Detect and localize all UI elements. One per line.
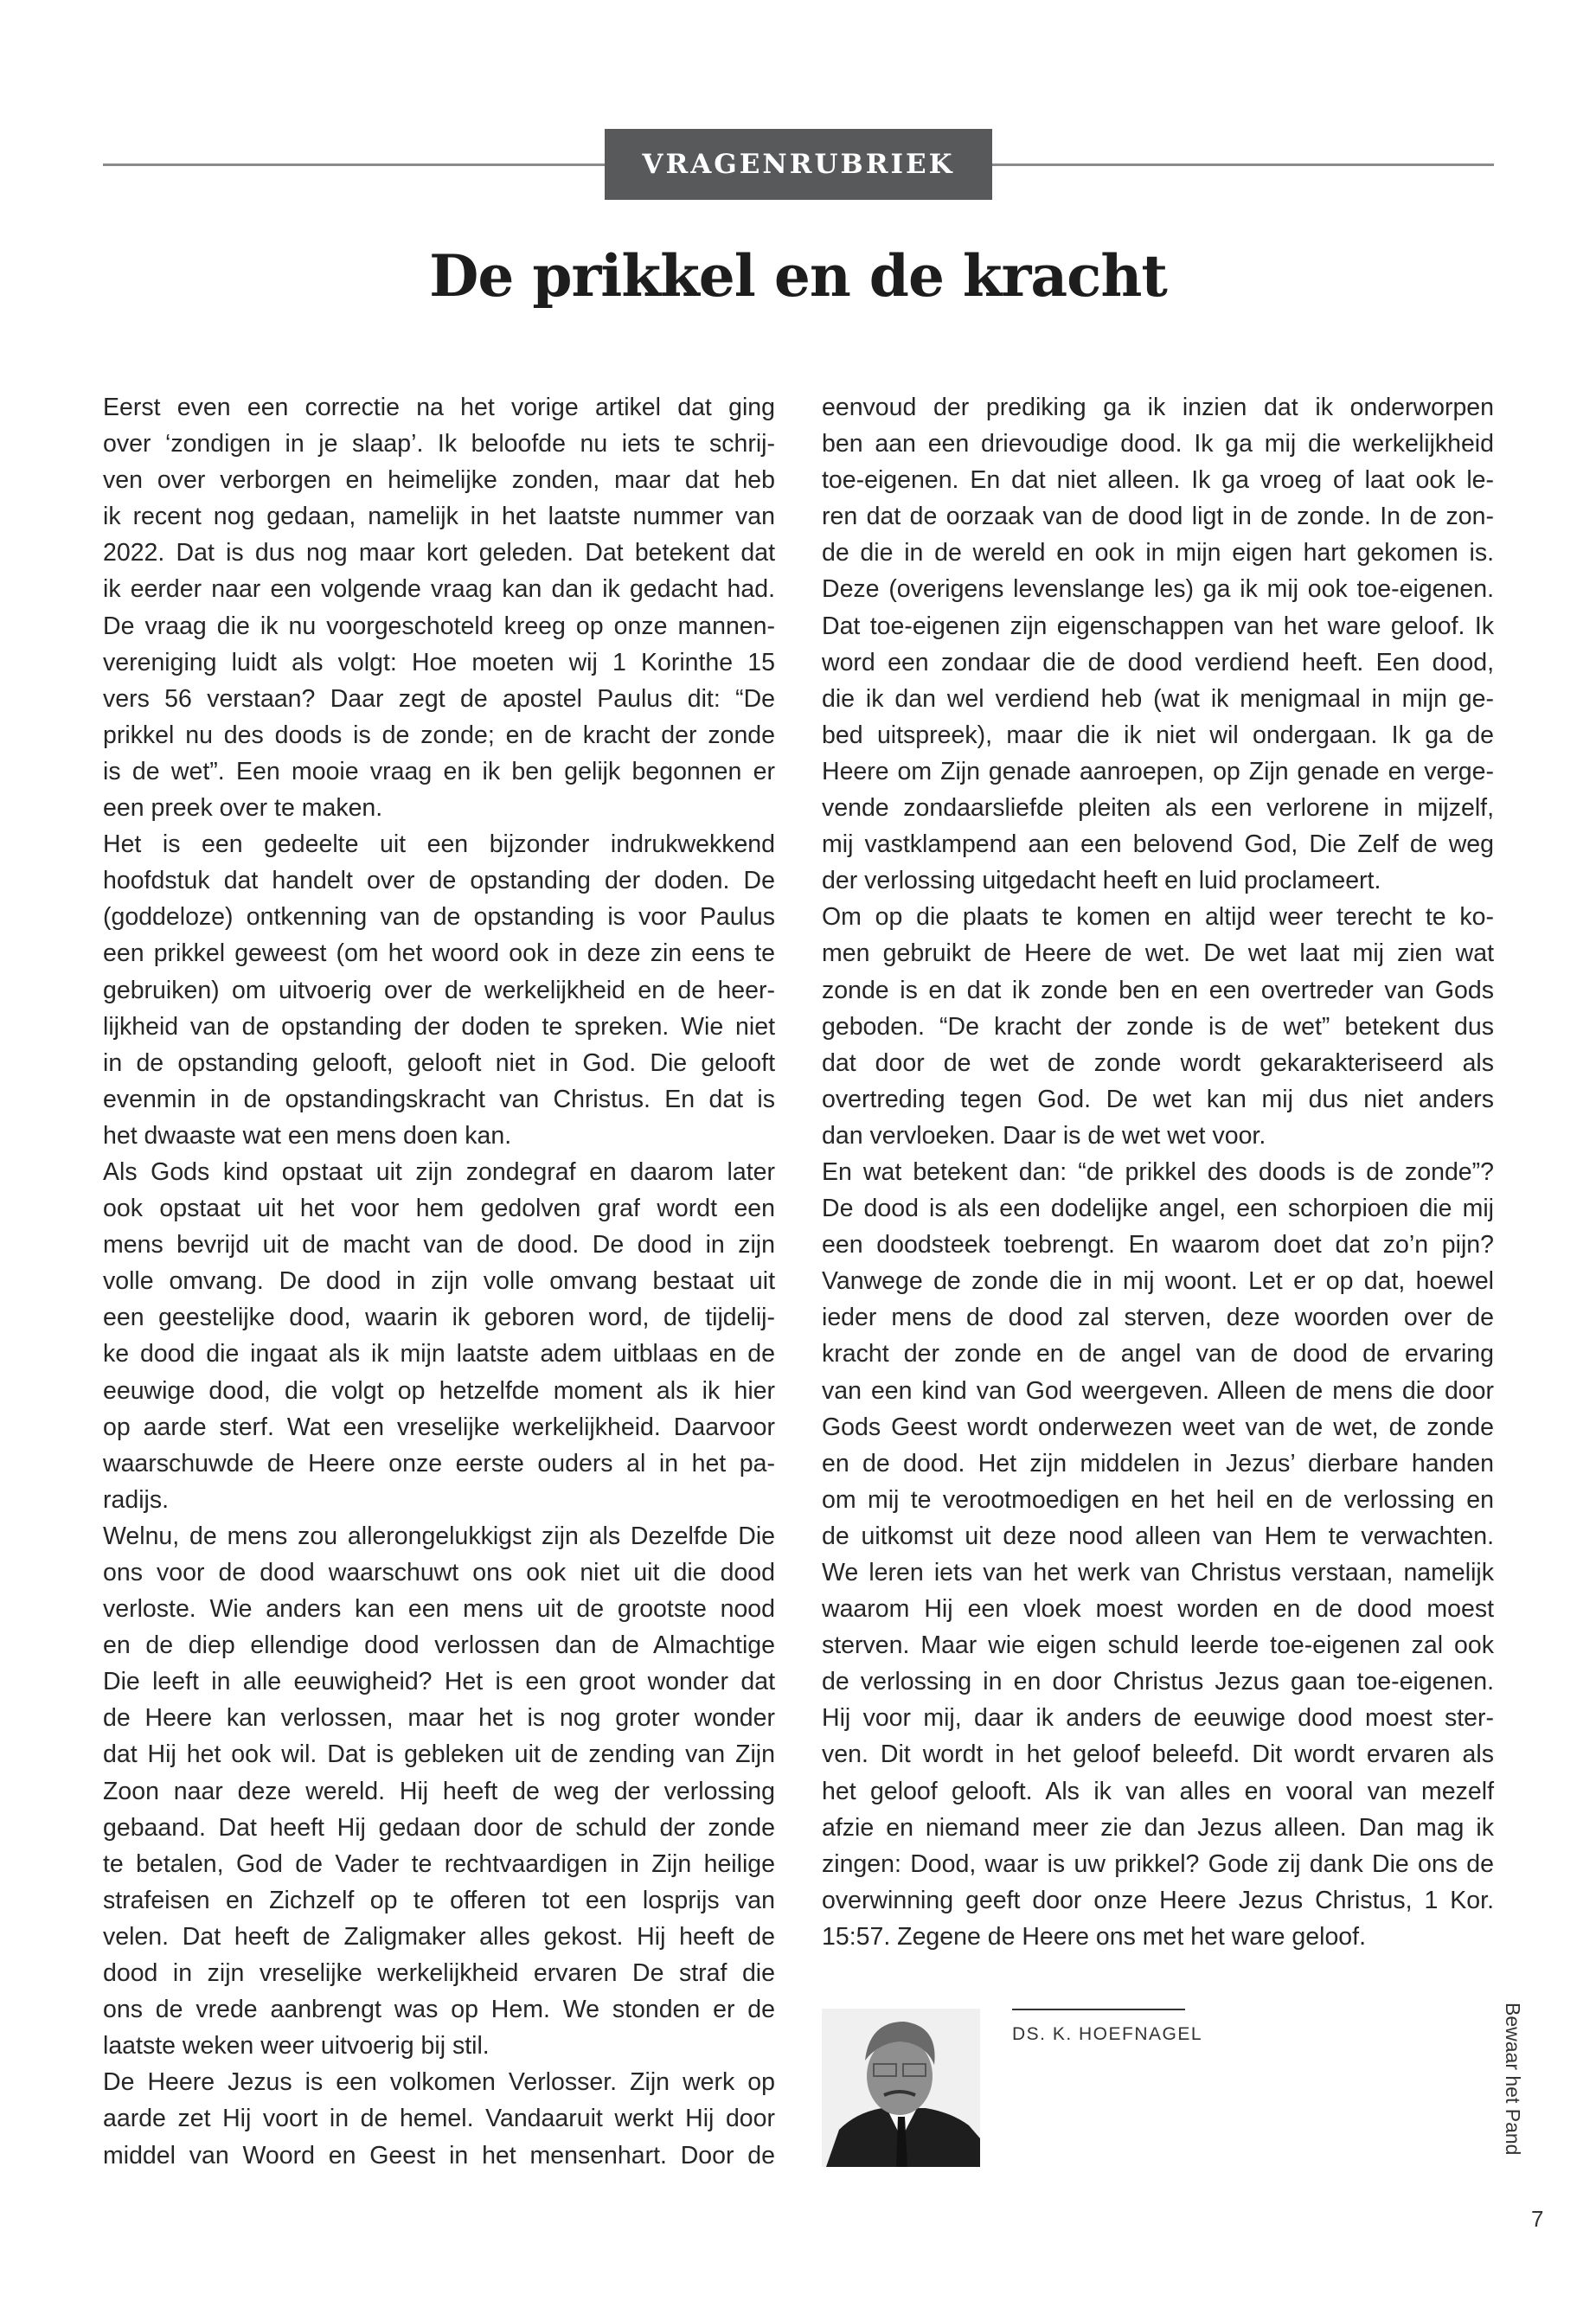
text-line: vende zondaarsliefde pleiten als een verlorene in mijzelf, xyxy=(822,794,1494,823)
text-line: verloste. Wie anders kan een mens uit de grootste nood xyxy=(103,1595,775,1624)
text-line: Het is een gedeelte uit een bijzonder indrukwekkend xyxy=(103,830,775,859)
text-line: zonde is en dat ik zonde ben en een overtreder van Gods xyxy=(822,976,1494,1004)
text-line: evenmin in de opstandingskracht van Christus. En dat is xyxy=(103,1085,775,1113)
text-line: op aarde sterf. Wat een vreselijke werkelijkheid. Daarvoor xyxy=(103,1413,775,1441)
text-line: over ‘zondigen in je slaap’. Ik beloofde nu iets te schrij- xyxy=(103,430,775,458)
text-line: dat Hij het ook wil. Dat is gebleken uit de zending van Zijn xyxy=(103,1740,775,1769)
text-line: ven over verborgen en heimelijke zonden, maar dat heb xyxy=(103,466,775,495)
text-line: ook opstaat uit het voor hem gedolven graf wordt een xyxy=(103,1195,775,1223)
text-line: vereniging luidt als volgt: Hoe moeten wij 1 Korinthe 15 xyxy=(103,648,775,676)
header-rule-right xyxy=(992,163,1494,166)
text-line: en de dood. Het zijn middelen in Jezus’ dierbare handen xyxy=(822,1449,1494,1477)
text-line: waarschuwde de Heere onze eerste ouders al in het pa- xyxy=(103,1449,775,1477)
text-line: de die in de wereld en ook in mijn eigen hart gekomen is. xyxy=(822,539,1494,567)
text-line: Vanwege de zonde die in mij woont. Let er op dat, hoewel xyxy=(822,1267,1494,1296)
text-line: kracht der zonde en de angel van de dood de ervaring xyxy=(822,1340,1494,1368)
text-line: Als Gods kind opstaat uit zijn zondegraf en daarom later xyxy=(103,1157,775,1186)
text-line: prikkel nu des doods is de zonde; en de kracht der zonde xyxy=(103,721,775,749)
author-name: DS. K. HOEFNAGEL xyxy=(1012,2024,1203,2044)
text-line: eenvoud der prediking ga ik inzien dat ik onderworpen xyxy=(822,394,1494,421)
text-line: 2022. Dat is dus nog maar kort geleden. Dat betekent dat xyxy=(103,539,775,567)
text-line: sterven. Maar wie eigen schuld leerde toe-eigenen zal ook xyxy=(822,1631,1494,1660)
text-line: om mij te verootmoedigen en het heil en de verlossing en xyxy=(822,1485,1494,1514)
text-line: de uitkomst uit deze nood alleen van Hem te verwachten. xyxy=(822,1522,1494,1550)
text-line: ieder mens de dood zal sterven, deze woorden over de xyxy=(822,1304,1494,1332)
text-line: te betalen, God de Vader te rechtvaardigen in Zijn heilige xyxy=(103,1849,775,1878)
text-line: Hij voor mij, daar ik anders de eeuwige dood moest ster- xyxy=(822,1704,1494,1733)
publication-name: Bewaar het Pand xyxy=(1502,2003,1524,2156)
text-line: De dood is als een dodelijke angel, een schorpioen die mij xyxy=(822,1195,1494,1223)
text-line: een doodsteek toebrengt. En waarom doet dat zo’n pijn? xyxy=(822,1231,1494,1259)
text-line: een geestelijke dood, waarin ik geboren word, de tijdelij- xyxy=(103,1304,775,1332)
text-line: van een kind van God weergeven. Alleen de mens die door xyxy=(822,1376,1494,1405)
text-line: waarom Hij een vloek moest worden en de dood moest xyxy=(822,1595,1494,1624)
text-line: vers 56 verstaan? Daar zegt de apostel Paulus dit: “De xyxy=(103,684,775,713)
text-line: aarde zet Hij voort in de hemel. Vandaaruit werkt Hij door xyxy=(103,2105,775,2133)
text-line: dood in zijn vreselijke werkelijkheid ervaren De straf die xyxy=(103,1959,775,1988)
text-line: men gebruikt de Heere de wet. De wet laat mij zien wat xyxy=(822,939,1494,968)
text-line: ons voor de dood waarschuwt ons ook niet uit die dood xyxy=(103,1559,775,1586)
article-column-right xyxy=(822,389,1494,1955)
text-line: lijkheid van de opstanding der doden te spreken. Wie niet xyxy=(103,1012,775,1041)
text-line: Om op die plaats te komen en altijd weer terecht te ko- xyxy=(822,903,1494,932)
text-line: word een zondaar die de dood verdiend heeft. Een dood, xyxy=(822,648,1494,676)
text-line: gebaand. Dat heeft Hij gedaan door de schuld der zonde xyxy=(103,1813,775,1842)
text-line: is de wet”. Een mooie vraag en ik ben gelijk begonnen er xyxy=(103,757,775,785)
text-line: in de opstanding gelooft, gelooft niet in God. Die gelooft xyxy=(103,1048,775,1077)
text-line: dan vervloeken. Daar is de wet wet voor. xyxy=(822,1121,1266,1150)
text-line: een preek over te maken. xyxy=(103,794,383,823)
text-line: volle omvang. De dood in zijn volle omvang bestaat uit xyxy=(103,1267,775,1296)
text-line: Gods Geest wordt onderwezen weet van de wet, de zonde xyxy=(822,1413,1494,1441)
text-line: ons de vrede aanbrengt was op Hem. We stonden er de xyxy=(103,1996,775,2024)
text-line: ik recent nog gedaan, namelijk in het laatste nummer van xyxy=(103,503,775,531)
author-photo xyxy=(822,2009,980,2167)
text-line: en de diep ellendige dood verlossen dan de Almachtige xyxy=(103,1631,775,1660)
text-line: een prikkel geweest (om het woord ook in deze zin eens te xyxy=(103,939,775,968)
text-line: ven. Dit wordt in het geloof beleefd. Dit wordt ervaren als xyxy=(822,1740,1494,1769)
article-title: De prikkel en de kracht xyxy=(429,242,1167,310)
text-line: Welnu, de mens zou allerongelukkigst zijn als Dezelfde Die xyxy=(103,1522,775,1550)
section-label: VRAGENRUBRIEK xyxy=(605,129,992,200)
text-line: hoofdstuk dat handelt over de opstanding der doden. De xyxy=(103,867,775,895)
text-line: gebruiken) om uitvoerig over de werkelijkheid en de heer- xyxy=(103,976,775,1004)
text-line: laatste weken weer uitvoerig bij stil. xyxy=(103,2032,490,2061)
text-line: afzie en niemand meer zie dan Jezus alleen. Dan mag ik xyxy=(822,1813,1494,1842)
text-line: de verlossing in en door Christus Jezus gaan toe-eigenen. xyxy=(822,1668,1494,1696)
text-line: Dat toe-eigenen zijn eigenschappen van het ware geloof. Ik xyxy=(822,612,1494,640)
article-column-left xyxy=(103,389,775,2174)
text-line: ben aan een drievoudige dood. Ik ga mij die werkelijkheid xyxy=(822,430,1494,458)
text-line: het geloof gelooft. Als ik van alles en vooral van mezelf xyxy=(822,1777,1494,1805)
text-line: middel van Woord en Geest in het mensenhart. Door de xyxy=(103,2141,775,2170)
text-line: strafeisen en Zichzelf op te offeren tot een losprijs van xyxy=(103,1886,775,1914)
text-line: Eerst even een correctie na het vorige artikel dat ging xyxy=(103,394,775,421)
text-line: der verlossing uitgedacht heeft en luid proclameert. xyxy=(822,867,1381,895)
text-line: de Heere kan verlossen, maar het is nog groter wonder xyxy=(103,1704,775,1733)
text-line: mens bevrijd uit de macht van de dood. De dood in zijn xyxy=(103,1231,775,1259)
text-line: bed uitspreek), maar die ik niet wil ondergaan. Ik ga de xyxy=(822,721,1494,749)
text-line: Die leeft in alle eeuwigheid? Het is een groot wonder dat xyxy=(103,1668,775,1696)
author-divider xyxy=(1012,2009,1185,2010)
text-line: De Heere Jezus is een volkomen Verlosser. Zijn werk op xyxy=(103,2068,775,2097)
text-line: dat door de wet de zonde wordt gekarakteriseerd als xyxy=(822,1048,1494,1077)
text-line: zingen: Dood, waar is uw prikkel? Gode zij dank Die ons de xyxy=(822,1849,1494,1878)
text-line: mij vastklampend aan een belovend God, Die Zelf de weg xyxy=(822,830,1494,859)
text-line: Zoon naar deze wereld. Hij heeft de weg der verlossing xyxy=(103,1777,775,1805)
text-line: toe-eigenen. En dat niet alleen. Ik ga vroeg of laat ook le- xyxy=(822,466,1494,495)
text-line: ik eerder naar een volgende vraag kan dan ik gedacht had. xyxy=(103,575,775,604)
text-line: overtreding tegen God. De wet kan mij dus niet anders xyxy=(822,1085,1494,1113)
text-line: velen. Dat heeft de Zaligmaker alles gekost. Hij heeft de xyxy=(103,1922,775,1951)
text-line: Heere om Zijn genade aanroepen, op Zijn genade en verge- xyxy=(822,757,1494,785)
page-number: 7 xyxy=(1531,2206,1544,2232)
header-rule-left xyxy=(103,163,605,166)
text-line: 15:57. Zegene de Heere ons met het ware geloof. xyxy=(822,1922,1366,1951)
text-line: eeuwige dood, die volgt op hetzelfde moment als ik hier xyxy=(103,1376,775,1405)
text-line: geboden. “De kracht der zonde is de wet” betekent dus xyxy=(822,1012,1494,1041)
text-line: We leren iets van het werk van Christus verstaan, namelijk xyxy=(822,1559,1494,1586)
text-line: Deze (overigens levenslange les) ga ik mij ook toe-eigenen. xyxy=(822,575,1494,604)
text-line: En wat betekent dan: “de prikkel des doods is de zonde”? xyxy=(822,1157,1494,1186)
text-line: (goddeloze) ontkenning van de opstanding is voor Paulus xyxy=(103,903,775,932)
text-line: overwinning geeft door onze Heere Jezus Christus, 1 Kor. xyxy=(822,1886,1494,1914)
text-line: radijs. xyxy=(103,1485,170,1514)
text-line: ke dood die ingaat als ik mijn laatste adem uitblaas en de xyxy=(103,1340,775,1368)
text-line: De vraag die ik nu voorgeschoteld kreeg op onze mannen- xyxy=(103,612,775,640)
text-line: ren dat de oorzaak van de dood ligt in de zonde. In de zon- xyxy=(822,503,1494,531)
text-line: die ik dan wel verdiend heb (wat ik menigmaal in mijn ge- xyxy=(822,684,1494,713)
text-line: het dwaaste wat een mens doen kan. xyxy=(103,1121,512,1150)
